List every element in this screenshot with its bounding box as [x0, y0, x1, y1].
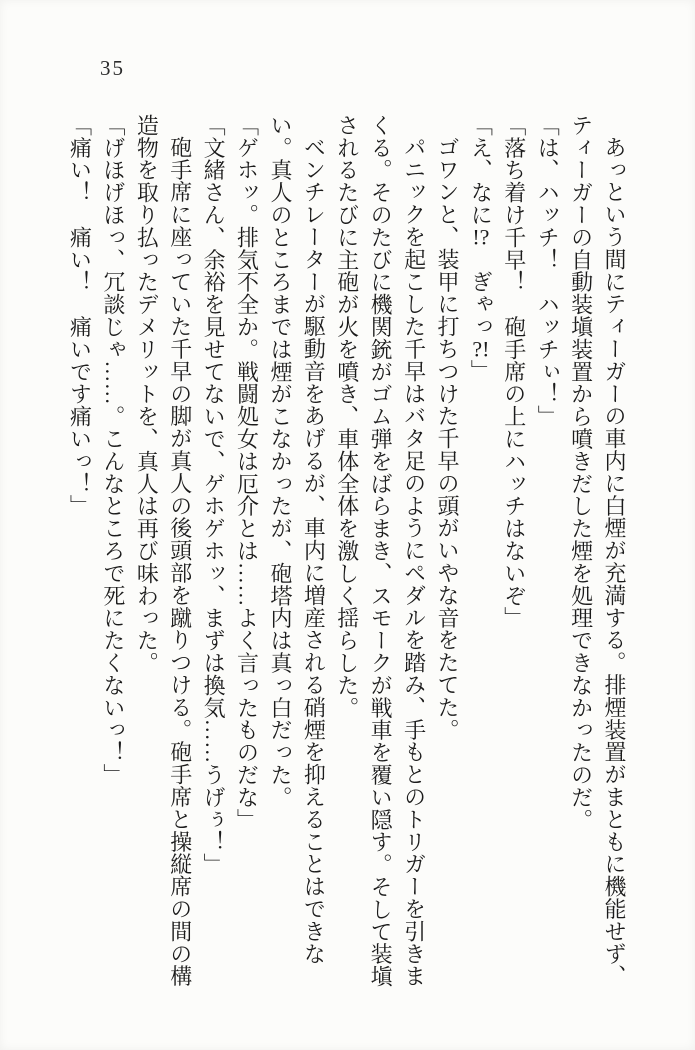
paragraph-narrative: ベンチレーターが駆動音をあげるが、車内に増産される硝煙を抑えることはできない。真人のところまでは煙がこなかったが、砲塔内は真っ白だった。: [267, 114, 327, 965]
paragraph-dialogue: 「痛い！ 痛い！ 痛いです痛いっ！」: [67, 114, 93, 518]
paragraph-dialogue: 「文緒さん、余裕を見せてないで、ゲホゲホッ、まずは換気……うげぅ！」: [201, 114, 227, 876]
paragraph-dialogue: 「落ち着け千早！ 砲手席の上にハッチはないぞ」: [501, 114, 527, 630]
paragraph-narrative: ゴワンと、装甲に打ちつけた千早の頭がいやな音をたてた。: [434, 136, 460, 741]
paragraph-narrative: 砲手席に座っていた千早の脚が真人の後頭部を蹴りつける。砲手席と操縦席の間の構造物を取り払ったデメリットを、真人は再び味わった。: [134, 114, 193, 988]
text-block: [63, 114, 631, 990]
paragraph-narrative: あっという間にティーガーの車内に白煙が充満する。排煙装置がまともに機能せず、ティーガーの自動装塡装置から噴きだした煙を処理できなかったのだ。: [568, 114, 627, 988]
paragraph-dialogue: 「え、なに!? ぎゃっ?!」: [468, 114, 494, 383]
paragraph-dialogue: 「は、ハッチ！ ハッチぃ！」: [535, 114, 561, 428]
tatechuyoko-punctuation: !?: [472, 226, 490, 248]
tatechuyoko-punctuation: ?!: [472, 337, 490, 360]
paragraph-dialogue: 「げほげほっ、冗談じゃ……。こんなところで死にたくないっ！」: [100, 114, 126, 786]
page-number: 35: [100, 56, 125, 80]
paragraph-dialogue: 「ゲホッ。排気不全か。戦闘処女は厄介とは……よく言ったものだな」: [234, 114, 260, 831]
paragraph-narrative: パニックを起こした千早はバタ足のようにペダルを踏み、手もとのトリガーを引きまくる。そのたびに機関銃がゴム弾をばらまき、スモークが戦車を覆い隠す。そして装塡されるたびに主砲が火を噴き、車体全体を激しく揺らした。: [334, 114, 427, 988]
